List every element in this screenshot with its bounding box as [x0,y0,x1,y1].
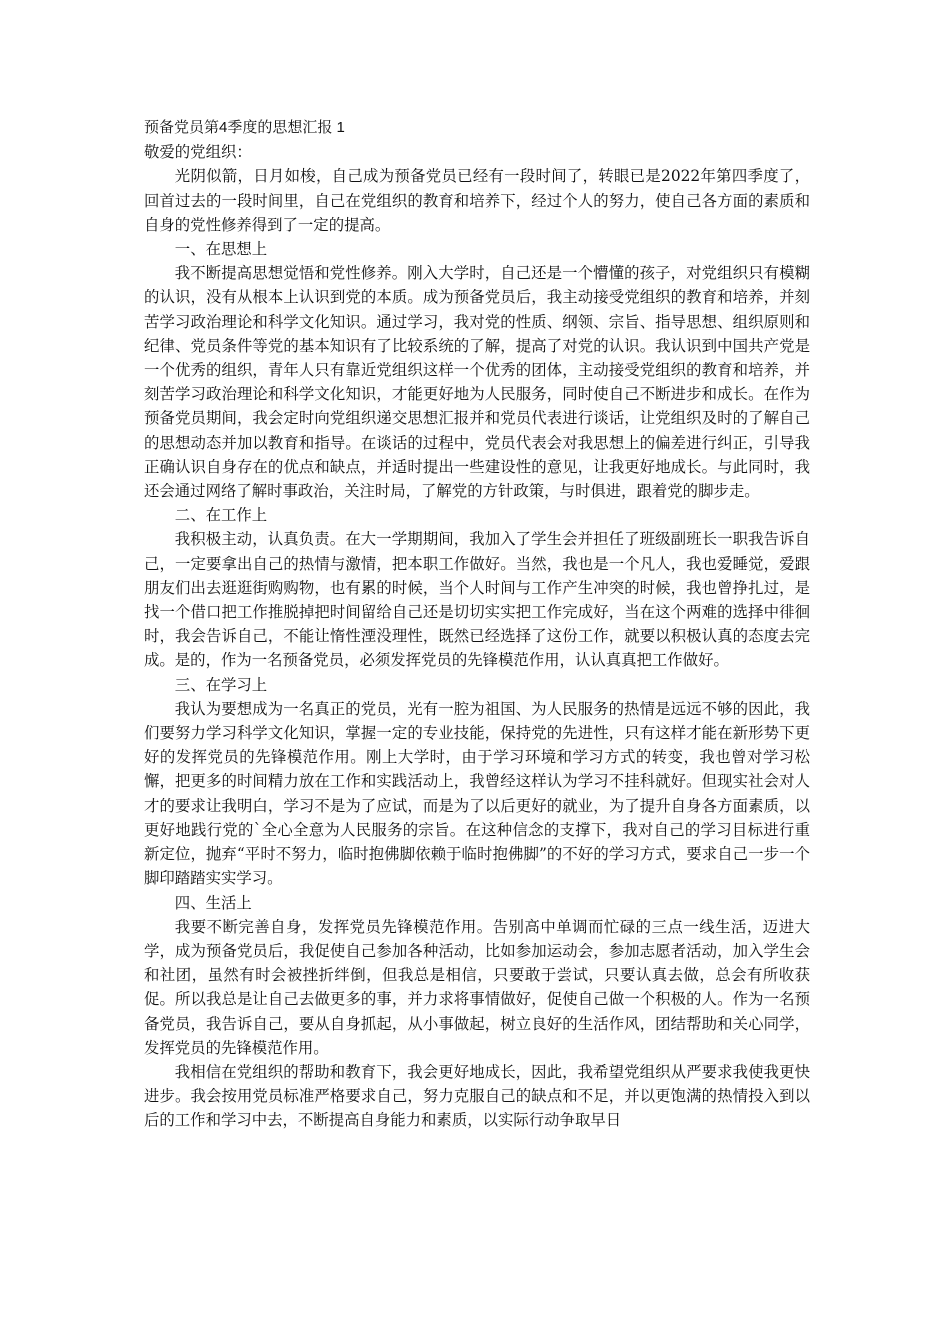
section-body-thought: 我不断提高思想觉悟和党性修养。刚入大学时，自己还是一个懵懂的孩子，对党组织只有模糊的认识，没有从根本上认识到党的本质。成为预备党员后，我主动接受党组织的教育和培养，并刻苦学习政治理论和科学文化知识。通过学习，我对党的性质、纲领、宗旨、指导思想、组织原则和纪律、党员条件等党的基本知识有了比较系统的了解，提高了对党的认识。我认识到中国共产党是一个优秀的组织，青年人只有靠近党组织这样一个优秀的团体，主动接受党组织的教育和培养，并刻苦学习政治理论和科学文化知识，才能更好地为人民服务，同时使自己不断进步和成长。在作为预备党员期间，我会定时向党组织递交思想汇报并和党员代表进行谈话，让党组织及时的了解自己的思想动态并加以教育和指导。在谈话的过程中，党员代表会对我思想上的偏差进行纠正，引导我正确认识自身存在的优点和缺点，并适时提出一些建设性的意见，让我更好地成长。与此同时，我还会通过网络了解时事政治，关注时局，了解党的方针政策，与时俱进，跟着党的脚步走。 [144,264,810,501]
section-heading-work: 二、在工作上 [174,506,268,525]
section-heading-thought: 一、在思想上 [174,240,268,259]
section-body-study: 我认为要想成为一名真正的党员，光有一腔为祖国、为人民服务的热情是远远不够的因此，我们要努力学习科学文化知识，掌握一定的专业技能，保持党的先进性，只有这样才能在新形势下更好的发挥党员的先锋模范作用。刚上大学时，由于学习环境和学习方式的转变，我也曾对学习松懈，把更多的时间精力放在工作和实践活动上，我曾经这样认为学习不挂科就好。但现实社会对人才的要求让我明白，学习不是为了应试，而是为了以后更好的就业，为了提升自身各方面素质，以更好地践行党的`全心全意为人民服务的宗旨。在这种信念的支撑下，我对自己的学习目标进行重新定位，抛弃“平时不努力，临时抱佛脚依赖于临时抱佛脚”的不好的学习方式，要求自己一步一个脚印踏踏实实学习。 [144,699,810,888]
closing-paragraph: 我相信在党组织的帮助和教育下，我会更好地成长，因此，我希望党组织从严要求我使我更快进步。我会按用党员标准严格要求自己，努力克服自己的缺点和不足，并以更饱满的热情投入到以后的工作和学习中去，不断提高自身能力和素质，以实际行动争取早日 [144,1062,810,1130]
section-heading-study: 三、在学习上 [174,675,268,694]
document-title: 预备党员第4季度的思想汇报 1 [144,119,345,136]
section-body-work: 我积极主动，认真负责。在大一学期期间，我加入了学生会并担任了班级副班长一职我告诉自己，一定要拿出自己的热情与激情，把本职工作做好。当然，我也是一个凡人，我也爱睡觉，爱跟朋友们出去逛逛街购购物，也有累的时候，当个人时间与工作产生冲突的时候，我也曾挣扎过，是找一个借口把工作推脱掉把时间留给自己还是切切实实把工作完成好，当在这个两难的选择中徘徊时，我会告诉自己，不能让惰性湮没理性，既然已经选择了这份工作，就要以积极认真的态度去完成。是的，作为一名预备党员，必须发挥党员的先锋模范作用，认认真真把工作做好。 [144,530,810,670]
section-heading-life: 四、生活上 [174,893,252,912]
document-page [144,116,810,1133]
intro-paragraph: 光阴似箭，日月如梭，自己成为预备党员已经有一段时间了，转眼已是2022年第四季度了，回首过去的一段时间里，自己在党组织的教育和培养下，经过个人的努力，使自己各方面的素质和自身的党性修养得到了一定的提高。 [144,167,810,234]
salutation: 敬爱的党组织： [144,143,252,162]
section-body-life: 我要不断完善自身，发挥党员先锋模范作用。告别高中单调而忙碌的三点一线生活，迈进大学，成为预备党员后，我促使自己参加各种活动，比如参加运动会，参加志愿者活动，加入学生会和社团，虽然有时会被挫折绊倒，但我总是相信，只要敢于尝试，只要认真去做，总会有所收获促。所以我总是让自己去做更多的事，并力求将事情做好，促使自己做一个积极的人。作为一名预备党员，我告诉自己，要从自身抓起，从小事做起，树立良好的生活作风，团结帮助和关心同学，发挥党员的先锋模范作用。 [144,917,810,1057]
